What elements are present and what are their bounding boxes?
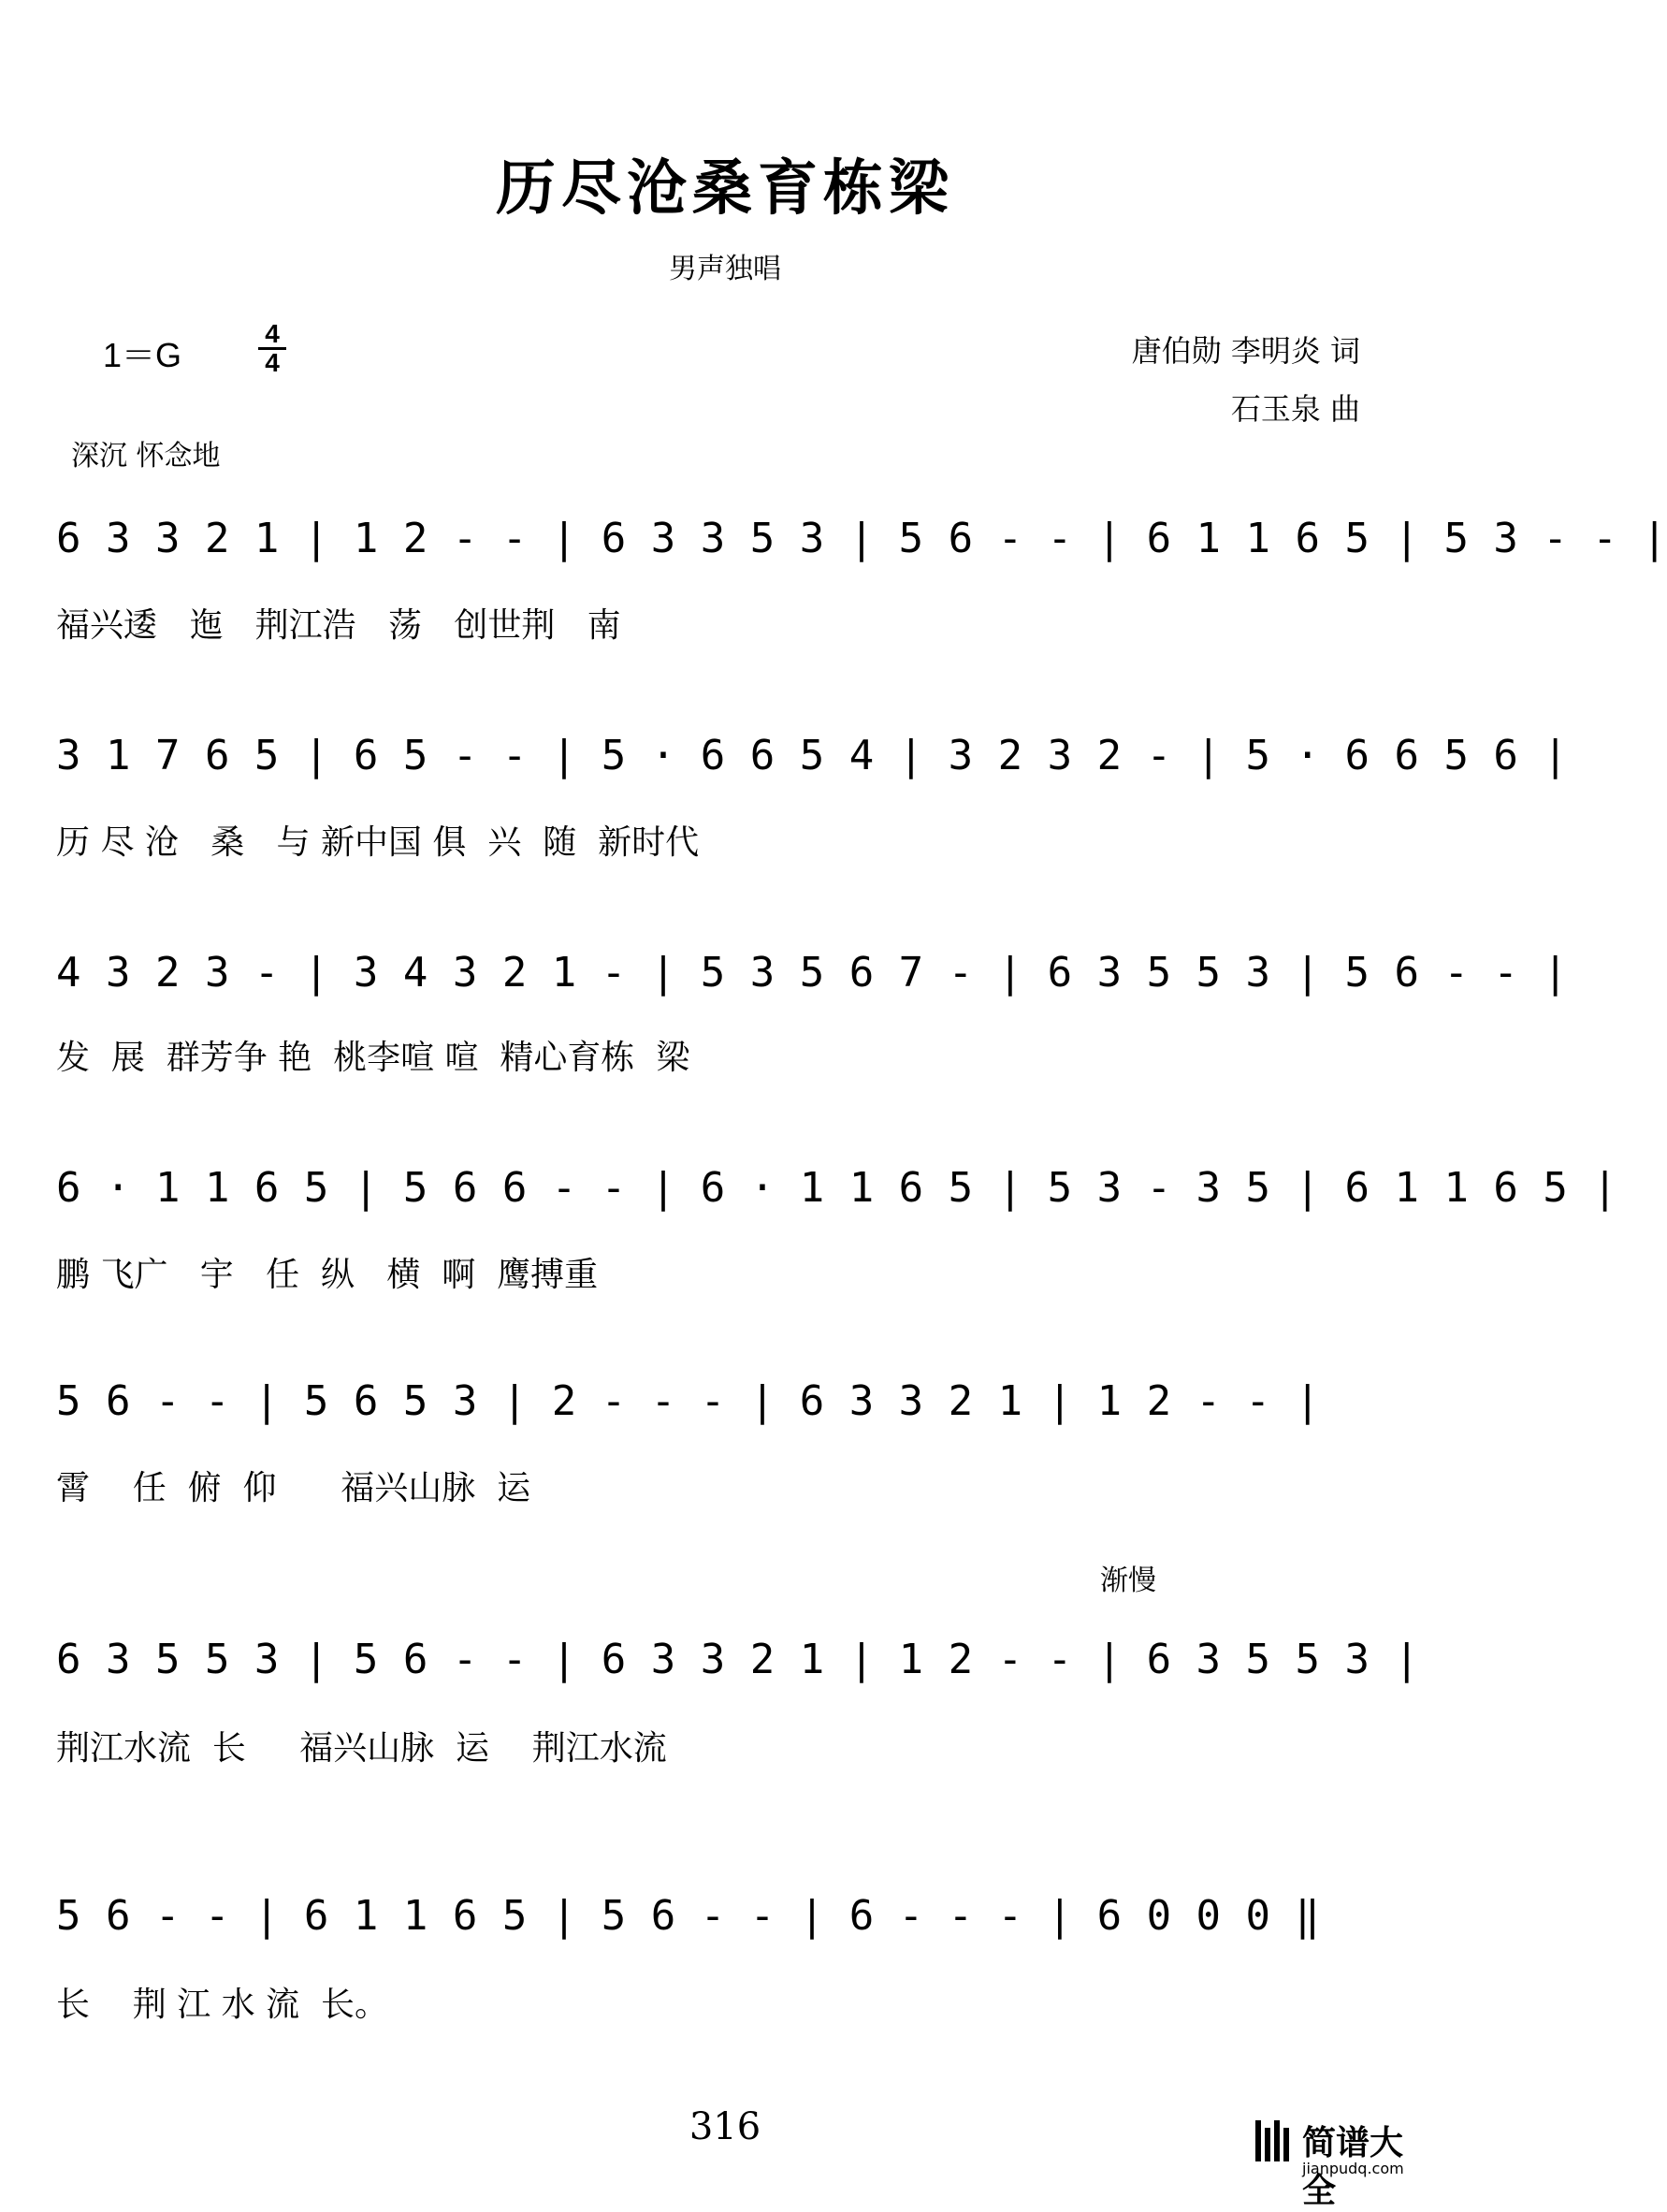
lyricist-credit: 唐伯勋 李明炎 词 bbox=[1131, 333, 1360, 369]
composer-credit: 石玉泉 曲 bbox=[1230, 391, 1360, 427]
lyrics-line-2: 历 尽 沧 桑 与 新中国 俱 兴 随 新时代 bbox=[56, 823, 700, 862]
meter-denominator: 4 bbox=[265, 348, 280, 377]
song-title: 历尽沧桑育栋梁 bbox=[496, 153, 954, 224]
notation-line-6: 6 3 5 5 3 | 5 6 - - | 6 3 3 2 1 | 1 2 - - | 6 3 5 5 3 | bbox=[56, 1636, 1419, 1683]
notation-line-7: 5 6 - - | 6 1 1 6 5 | 5 6 - - | 6 - - - | 6 0 0 0 ‖ bbox=[56, 1892, 1321, 1940]
notation-line-4: 6 · 1 1 6 5 | 5 6 6 - - | 6 · 1 1 6 5 | 5 3 - 3 5 | 6 1 1 6 5 | bbox=[56, 1164, 1617, 1212]
lyrics-line-4: 鹏 飞广 宇 任 纵 横 啊 鹰搏重 bbox=[56, 1256, 599, 1294]
notation-line-5: 5 6 - - | 5 6 5 3 | 2 - - - | 6 3 3 2 1 | 1 2 - - | bbox=[56, 1377, 1321, 1425]
site-logo bbox=[1254, 2117, 1431, 2210]
page-number: 316 bbox=[689, 2105, 761, 2148]
piano-keys-icon bbox=[1254, 2120, 1295, 2161]
logo-brand-url: jianpudq.com bbox=[1302, 2160, 1404, 2177]
lyrics-line-6: 荆江水流 长 福兴山脉 运 荆江水流 bbox=[56, 1729, 667, 1768]
performance-type: 男声独唱 bbox=[669, 253, 781, 285]
notation-line-2: 3 1 7 6 5 | 6 5 - - | 5 · 6 6 5 4 | 3 2 3 2 - | 5 · 6 6 5 6 | bbox=[56, 732, 1568, 779]
notation-line-3: 4 3 2 3 - | 3 4 3 2 1 - | 5 3 5 6 7 - | 6 3 5 5 3 | 5 6 - - | bbox=[56, 949, 1568, 997]
tempo-change-marking: 渐慢 bbox=[1100, 1564, 1156, 1597]
notation-line-1: 6 3 3 2 1 | 1 2 - - | 6 3 3 5 3 | 5 6 - - | 6 1 1 6 5 | 5 3 - - | bbox=[56, 515, 1667, 562]
lyrics-line-1: 福兴逶 迤 荆江浩 荡 创世荆 南 bbox=[56, 606, 621, 645]
lyrics-line-3: 发 展 群芳争 艳 桃李喧 喧 精心育栋 梁 bbox=[56, 1039, 690, 1077]
logo-brand-name: 简谱大全 bbox=[1302, 2124, 1404, 2210]
meter-numerator: 4 bbox=[265, 319, 280, 348]
time-signature bbox=[258, 319, 286, 377]
lyrics-line-5: 霄 任 俯 仰 福兴山脉 运 bbox=[56, 1469, 531, 1507]
key-signature: 1＝G bbox=[103, 336, 182, 374]
tempo-marking: 深沉 怀念地 bbox=[71, 440, 221, 473]
lyrics-line-7: 长 荆 江 水 流 长。 bbox=[56, 1986, 388, 2024]
